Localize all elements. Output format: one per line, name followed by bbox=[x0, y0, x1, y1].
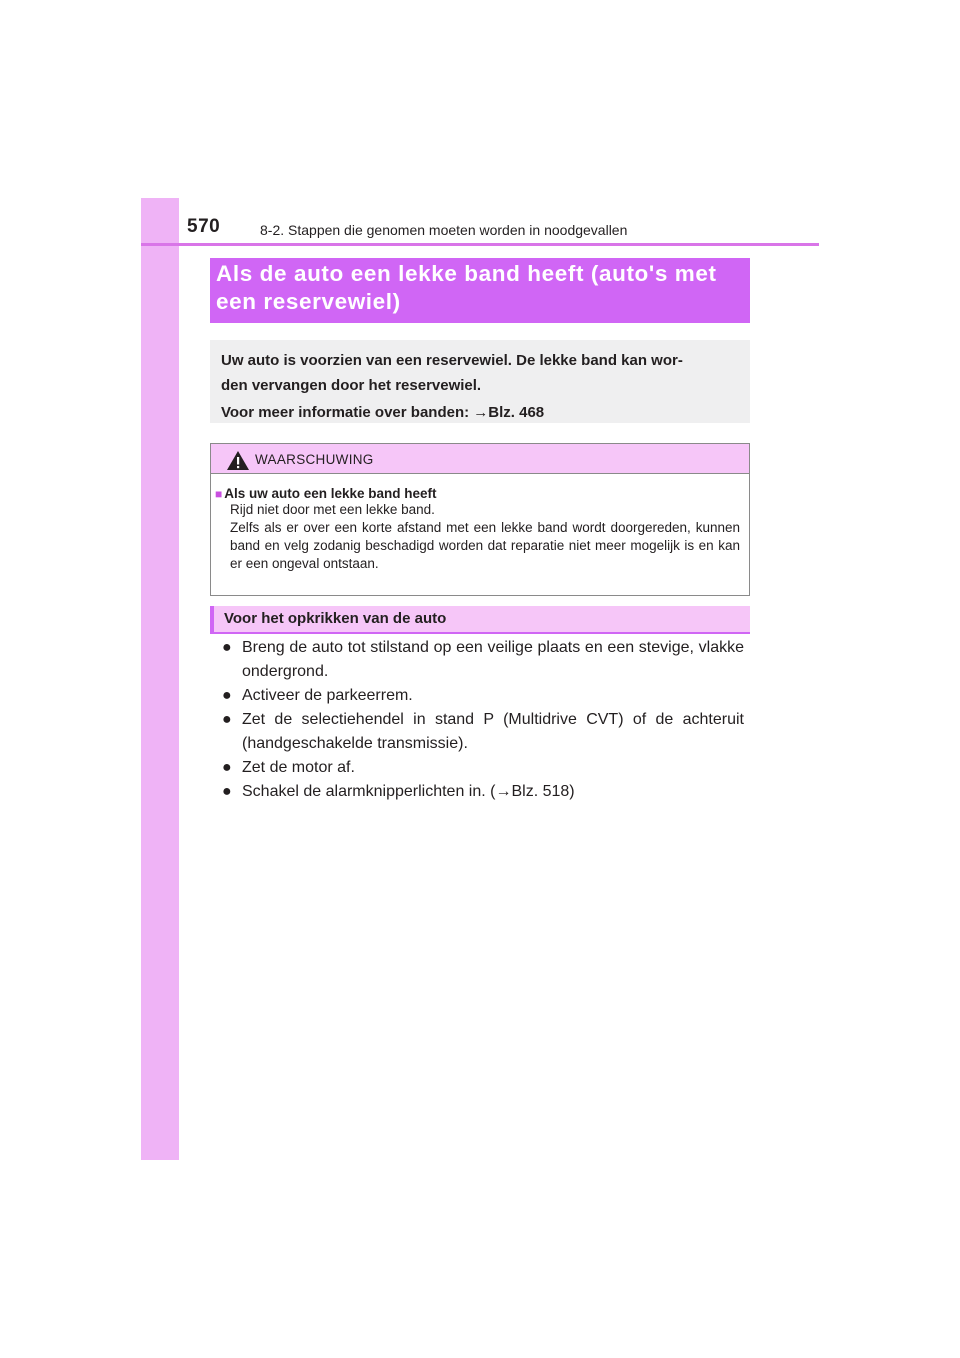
list-item: ● Breng de auto tot stilstand op een veilige plaats en een stevige, vlakke ondergrond. bbox=[222, 636, 744, 684]
warning-label: WAARSCHUWING bbox=[255, 452, 374, 467]
summary-box bbox=[210, 340, 750, 423]
summary-line-3: Voor meer informatie over banden: →Blz. 468 bbox=[221, 404, 545, 421]
warning-header bbox=[211, 444, 749, 474]
warning-text-1: Rijd niet door met een lekke band. bbox=[230, 502, 435, 517]
warning-subheading: ■ Als uw auto een lekke band heeft bbox=[215, 486, 437, 501]
list-item: ● Activeer de parkeerrem. bbox=[222, 684, 744, 708]
bullet-dot-icon: ● bbox=[222, 783, 232, 800]
warning-text-2: Zelfs als er over een korte afstand met een lekke band wordt doorgereden, kunnen band en velg zodanig beschadigd worden dat reparatie niet meer mogelijk is en kan er een ongeval ontstaan. bbox=[230, 520, 740, 571]
bullet-dot-icon: ● bbox=[222, 759, 232, 776]
bullet-dot-icon: ● bbox=[222, 639, 232, 656]
warning-box bbox=[210, 443, 750, 596]
bullet-list bbox=[222, 636, 744, 804]
square-bullet-icon: ■ bbox=[215, 487, 223, 501]
page-title: Als de auto een lekke band heeft (auto's met een reservewiel) bbox=[216, 261, 717, 314]
list-item: ● Schakel de alarmknipperlichten in. (→Blz. 518) bbox=[222, 780, 744, 804]
bullet-dot-icon: ● bbox=[222, 687, 232, 704]
subsection-title: Voor het opkrikken van de auto bbox=[224, 610, 447, 627]
subsection-heading-bar bbox=[210, 606, 750, 634]
list-item: ● Zet de selectiehendel in stand P (Multidrive CVT) of de achteruit (handgeschakelde transmissie). bbox=[222, 708, 744, 756]
summary-line-2: den vervangen door het reservewiel. bbox=[221, 377, 482, 394]
warning-icon bbox=[226, 450, 250, 471]
section-heading: 8-2. Stappen die genomen moeten worden in noodgevallen bbox=[260, 222, 628, 238]
warning-body bbox=[215, 486, 740, 573]
chapter-side-tab bbox=[141, 198, 179, 1160]
summary-line-1: Uw auto is voorzien van een reservewiel. De lekke band kan wor- bbox=[221, 352, 683, 369]
subsection-accent bbox=[210, 606, 214, 634]
bullet-dot-icon: ● bbox=[222, 711, 232, 728]
list-item: ● Zet de motor af. bbox=[222, 756, 744, 780]
page-number: 570 bbox=[187, 216, 221, 237]
header-divider bbox=[141, 243, 819, 246]
title-box bbox=[210, 258, 750, 323]
